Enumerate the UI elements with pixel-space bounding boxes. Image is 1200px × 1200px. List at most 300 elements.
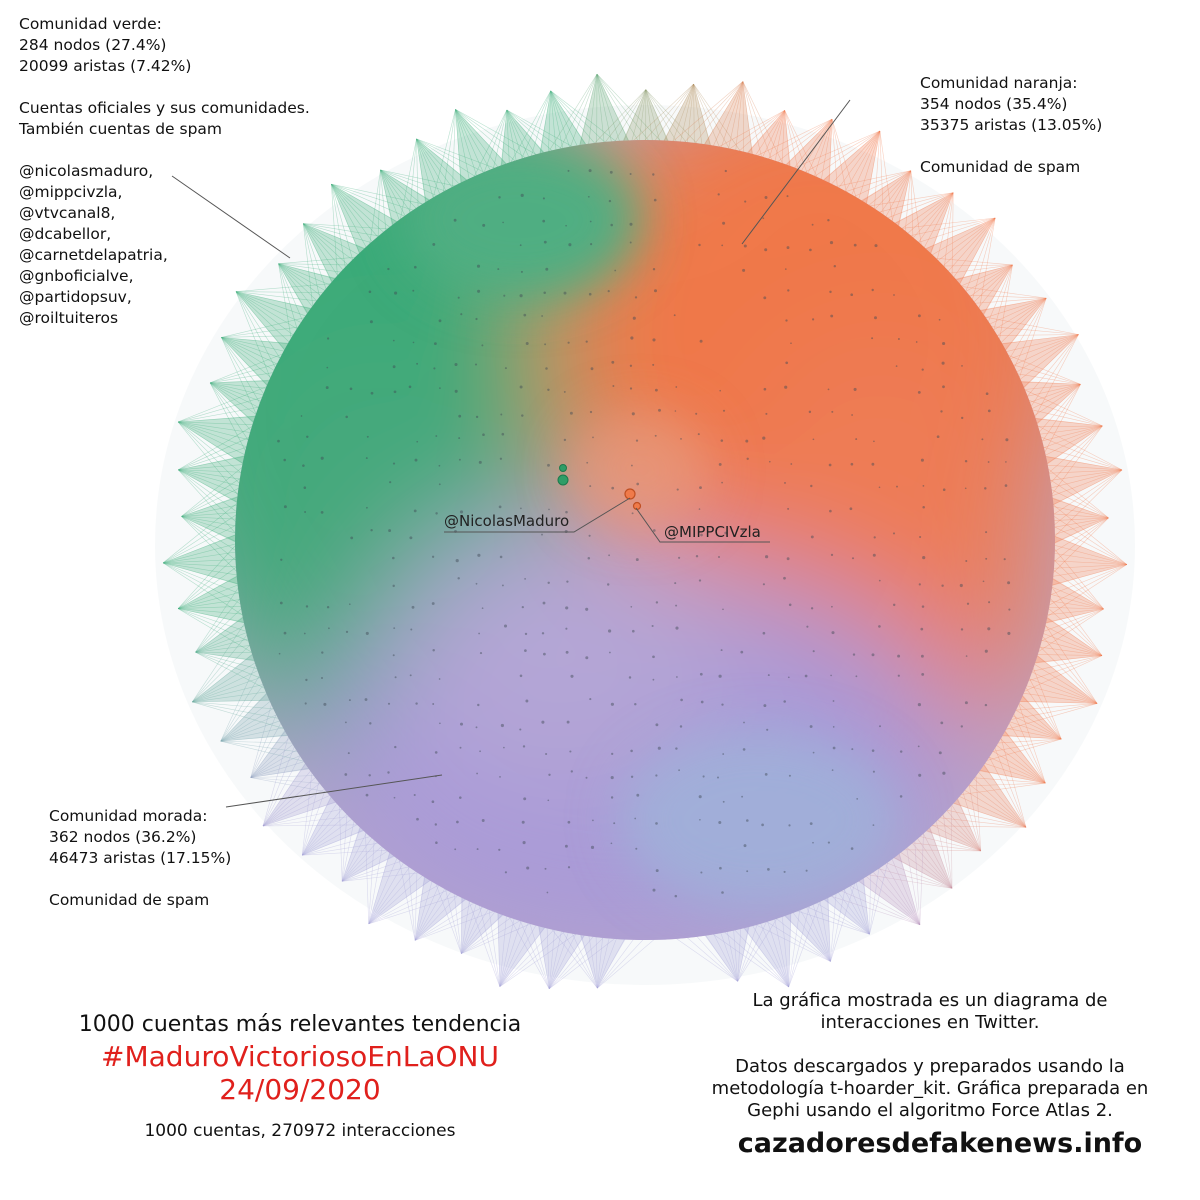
node-dot: [985, 650, 988, 653]
node-dot: [922, 556, 925, 559]
node-dot: [631, 776, 633, 778]
node-dot: [284, 505, 287, 508]
node-dot: [937, 435, 940, 438]
node-dot: [986, 392, 989, 395]
node-dot: [763, 704, 766, 707]
node-dot: [701, 701, 704, 704]
node-dot: [652, 173, 654, 175]
node-dot: [366, 457, 368, 459]
node-dot: [370, 320, 373, 323]
node-dot: [392, 585, 394, 587]
node-dot: [520, 508, 522, 510]
node-dot: [611, 842, 613, 844]
node-dot: [459, 796, 462, 799]
node-dot: [479, 750, 481, 752]
node-dot: [922, 506, 925, 509]
node-dot: [476, 726, 478, 728]
node-dot: [851, 847, 854, 850]
node-dot: [851, 414, 853, 416]
node-dot: [630, 336, 633, 339]
node-dot: [629, 223, 632, 226]
node-dot: [783, 700, 786, 703]
node-dot: [811, 535, 814, 538]
green-account: @dcabellor,: [19, 225, 112, 243]
node-dot: [984, 487, 986, 489]
node-dot: [833, 700, 835, 702]
node-dot: [570, 412, 573, 415]
purple-nodes: 362 nodos (36.2%): [49, 828, 197, 846]
node-dot: [721, 649, 723, 651]
node-dot: [585, 608, 588, 611]
node-dot: [611, 361, 614, 364]
node-dot: [413, 342, 415, 344]
node-dot: [635, 296, 637, 298]
node-dot: [811, 607, 813, 609]
node-dot: [831, 554, 833, 556]
node-dot: [283, 459, 286, 462]
node-dot: [326, 367, 328, 369]
node-dot: [432, 602, 435, 605]
node-dot: [719, 390, 721, 392]
node-dot: [345, 721, 347, 723]
node-dot: [387, 268, 389, 270]
node-dot: [939, 751, 942, 754]
node-dot: [787, 557, 790, 560]
annotation-green-community: [19, 14, 310, 329]
node-dot: [652, 364, 654, 366]
site-url: cazadoresdefakenews.info: [737, 1128, 1143, 1159]
node-dot: [918, 746, 920, 748]
node-dot: [568, 821, 571, 824]
node-dot: [460, 723, 463, 726]
node-dot: [439, 483, 441, 485]
node-dot: [654, 289, 657, 292]
node-dot: [545, 268, 548, 271]
node-dot: [700, 673, 703, 676]
node-dot: [988, 601, 990, 603]
node-dot: [393, 340, 395, 342]
node-dot: [500, 458, 502, 460]
node-dot: [743, 722, 745, 724]
node-dot: [564, 439, 566, 441]
node-dot: [548, 582, 550, 584]
node-dot: [525, 700, 528, 703]
node-dot: [988, 461, 990, 463]
node-dot: [742, 269, 745, 272]
node-dot: [855, 675, 857, 677]
node-dot: [565, 606, 568, 609]
node-dot: [348, 752, 350, 754]
node-dot: [636, 483, 639, 486]
node-dot: [350, 537, 353, 540]
node-dot: [630, 242, 632, 244]
node-dot: [520, 244, 522, 246]
node-dot: [900, 795, 903, 798]
node-dot: [542, 632, 544, 634]
node-dot: [921, 459, 924, 462]
node-dot: [762, 217, 764, 219]
node-dot: [787, 195, 789, 197]
node-dot: [942, 342, 945, 345]
node-dot: [416, 818, 419, 821]
node-dot: [571, 770, 573, 772]
purple-edges: 46473 aristas (17.15%): [49, 849, 232, 867]
node-dot: [855, 438, 857, 440]
node-dot: [920, 628, 923, 631]
node-dot: [305, 702, 307, 704]
node-dot: [898, 675, 900, 677]
node-dot: [788, 824, 790, 826]
node-dot: [634, 818, 636, 820]
green-account: @gnboficialve,: [19, 267, 134, 285]
node-dot: [763, 296, 766, 299]
node-dot: [590, 243, 592, 245]
node-dot: [610, 224, 613, 227]
node-dot: [412, 606, 415, 609]
node-green-2: [558, 475, 568, 485]
node-dot: [504, 624, 507, 627]
node-dot: [744, 244, 747, 247]
node-dot: [521, 414, 523, 416]
node-dot: [458, 297, 460, 299]
explanation-line5: Gephi usando el algoritmo Force Atlas 2.: [747, 1100, 1113, 1121]
node-dot: [768, 674, 770, 676]
node-dot: [966, 655, 968, 657]
node-dot: [896, 365, 898, 367]
node-dot: [523, 314, 526, 317]
green-edges: 20099 aristas (7.42%): [19, 57, 192, 75]
node-dot: [371, 392, 374, 395]
node-dot: [366, 794, 369, 797]
node-dot: [721, 482, 723, 484]
node-dot: [741, 796, 743, 798]
node-dot: [434, 342, 437, 345]
node-dot: [874, 316, 877, 319]
node-dot: [871, 337, 873, 339]
node-dot: [503, 295, 505, 297]
node-dot: [279, 653, 281, 655]
node-dot: [566, 651, 569, 654]
node-dot: [830, 675, 832, 677]
node-dot: [719, 675, 722, 678]
node-dot: [611, 487, 614, 490]
node-dot: [589, 293, 592, 296]
node-dot: [879, 487, 881, 489]
node-dot: [565, 845, 568, 848]
node-dot: [586, 462, 588, 464]
node-dot: [893, 604, 895, 606]
node-dot: [879, 725, 881, 727]
node-dot: [522, 606, 524, 608]
orange-nodes: 354 nodos (35.4%): [920, 95, 1068, 113]
node-dot: [482, 819, 485, 822]
node-dot: [850, 293, 853, 296]
node-dot: [988, 410, 991, 413]
node-dot: [432, 649, 434, 651]
node-dot: [813, 438, 815, 440]
node-dot: [723, 801, 725, 803]
node-dot: [787, 289, 789, 291]
orange-title: Comunidad naranja:: [920, 74, 1078, 92]
node-dot: [854, 244, 857, 247]
node-dot: [699, 579, 701, 581]
node-dot: [919, 583, 921, 585]
explanation-block: [660, 990, 1200, 1122]
node-dot: [304, 511, 306, 513]
node-dot: [502, 433, 505, 436]
node-dot: [983, 580, 985, 582]
node-dot: [611, 796, 613, 798]
node-dot: [675, 627, 678, 630]
node-dot: [898, 338, 900, 340]
node-dot: [284, 632, 287, 635]
green-description-1: Cuentas oficiales y sus comunidades.: [19, 99, 310, 117]
node-dot: [675, 895, 678, 898]
node-dot: [505, 871, 507, 873]
node-dot: [439, 678, 441, 680]
node-dot: [611, 753, 613, 755]
orange-edges: 35375 aristas (13.05%): [920, 116, 1103, 134]
node-dot: [636, 558, 639, 561]
node-dot: [568, 170, 570, 172]
node-dot: [675, 386, 677, 388]
node-dot: [410, 629, 412, 631]
node-dot: [629, 676, 631, 678]
node-dot: [922, 605, 925, 608]
node-dot: [393, 654, 395, 656]
node-dot: [678, 557, 680, 559]
node-nicolasmaduro: [625, 489, 635, 499]
node-dot: [588, 557, 591, 560]
node-dot: [698, 244, 700, 246]
node-dot: [521, 271, 523, 273]
node-dot: [1008, 609, 1010, 611]
node-dot: [545, 753, 547, 755]
node-dot: [788, 676, 790, 678]
node-dot: [321, 651, 323, 653]
node-dot: [652, 655, 655, 658]
node-dot: [879, 580, 881, 582]
purple-description: Comunidad de spam: [49, 891, 210, 909]
node-dot: [460, 313, 462, 315]
node-dot: [790, 463, 792, 465]
node-dot: [812, 842, 814, 844]
node-dot: [502, 222, 504, 224]
node-dot: [900, 750, 902, 752]
node-dot: [725, 170, 727, 172]
node-dot: [918, 314, 921, 317]
node-dot: [306, 436, 308, 438]
node-dot: [785, 268, 787, 270]
green-account: @vtvcanal8,: [19, 204, 116, 222]
node-dot: [658, 409, 661, 412]
node-dot: [809, 411, 811, 413]
node-dot: [435, 841, 438, 844]
node-dot: [326, 386, 329, 389]
node-dot: [632, 512, 634, 514]
node-dot: [592, 820, 594, 822]
green-account: @roiltuiteros: [19, 309, 119, 327]
node-green-1: [560, 465, 567, 472]
node-dot: [942, 772, 945, 775]
node-dot: [304, 633, 306, 635]
node-dot: [896, 486, 898, 488]
node-dot: [1005, 484, 1008, 487]
node-dot: [789, 604, 792, 607]
node-dot: [653, 268, 655, 270]
headline-date: 24/09/2020: [219, 1073, 381, 1106]
node-dot: [740, 651, 743, 654]
explanation-line4: metodología t-hoarder_kit. Gráfica preparada en: [711, 1078, 1149, 1099]
node-dot: [589, 535, 591, 537]
node-dot: [785, 319, 787, 321]
node-dot: [942, 385, 945, 388]
node-dot: [810, 485, 812, 487]
node-dot: [477, 848, 479, 850]
node-dot: [939, 319, 941, 321]
node-dot: [608, 290, 610, 292]
explanation-line1: La gráfica mostrada es un diagrama de: [752, 990, 1108, 1011]
node-dot: [830, 315, 833, 318]
node-dot: [543, 602, 546, 605]
node-dot: [567, 721, 570, 724]
node-dot: [476, 583, 478, 585]
node-dot: [652, 625, 654, 627]
node-dot: [630, 365, 632, 367]
node-dot: [589, 485, 591, 487]
node-dot: [611, 703, 614, 706]
node-dot: [480, 652, 482, 654]
node-dot: [475, 363, 477, 365]
node-dot: [497, 268, 499, 270]
node-dot: [829, 291, 831, 293]
node-dot: [498, 849, 500, 851]
node-dot: [454, 848, 456, 850]
node-dot: [523, 841, 526, 844]
node-dot: [456, 821, 459, 824]
headline-hashtag: #MaduroVictoriosoEnLaONU: [101, 1040, 499, 1073]
node-dot: [674, 582, 676, 584]
node-dot: [1007, 632, 1010, 635]
node-dot: [548, 509, 550, 511]
node-dot: [481, 344, 483, 346]
node-dot: [544, 343, 546, 345]
node-dot: [722, 753, 724, 755]
node-dot: [547, 389, 549, 391]
node-dot: [345, 416, 348, 419]
node-dot: [656, 869, 659, 872]
node-dot: [763, 583, 765, 585]
node-dot: [395, 676, 397, 678]
node-dot: [696, 555, 698, 557]
node-dot: [834, 265, 836, 267]
node-dot: [541, 721, 544, 724]
node-dot: [482, 433, 485, 436]
node-dot: [328, 627, 330, 629]
node-dot: [388, 529, 391, 532]
node-dot: [960, 584, 963, 587]
node-dot: [590, 221, 592, 223]
node-dot: [809, 249, 812, 252]
node-dot: [813, 752, 815, 754]
node-dot: [522, 821, 525, 824]
node-dot: [680, 699, 683, 702]
node-dot: [680, 438, 682, 440]
node-dot: [545, 868, 547, 870]
node-dot: [893, 294, 895, 296]
node-dot: [675, 605, 677, 607]
label-nicolasmaduro: @NicolasMaduro: [444, 512, 570, 530]
node-dot: [965, 460, 967, 462]
node-dot: [607, 583, 609, 585]
node-dot: [767, 868, 770, 871]
node-dot: [653, 529, 656, 532]
label-mippcivzla: @MIPPCIVzla: [664, 523, 761, 541]
node-dot: [350, 387, 353, 390]
node-dot: [872, 749, 875, 752]
node-dot: [765, 555, 768, 558]
headline-footer: 1000 cuentas, 270972 interacciones: [144, 1121, 456, 1141]
node-dot: [614, 270, 616, 272]
green-description-2: También cuentas de spam: [19, 120, 223, 138]
node-dot: [439, 722, 441, 724]
node-dot: [873, 440, 875, 442]
node-dot: [547, 464, 550, 467]
node-dot: [455, 390, 458, 393]
node-dot: [327, 337, 329, 339]
node-dot: [482, 224, 485, 227]
node-dot: [856, 798, 858, 800]
node-dot: [827, 219, 829, 221]
node-dot: [346, 631, 348, 633]
node-dot: [831, 631, 834, 634]
node-dot: [323, 703, 326, 706]
node-dot: [655, 723, 658, 726]
node-dot: [784, 871, 786, 873]
green-account: @partidopsuv,: [19, 288, 132, 306]
node-dot: [677, 489, 679, 491]
node-dot: [321, 677, 323, 679]
node-dot: [784, 482, 786, 484]
node-dot: [675, 747, 677, 749]
node-dot: [1005, 438, 1008, 441]
node-dot: [831, 606, 833, 608]
node-dot: [520, 294, 523, 297]
node-dot: [961, 417, 963, 419]
node-dot: [458, 437, 460, 439]
node-dot: [568, 342, 570, 344]
node-dot: [394, 390, 397, 393]
node-dot: [435, 512, 437, 514]
node-dot: [613, 822, 615, 824]
node-dot: [526, 342, 529, 345]
node-dot: [700, 340, 703, 343]
headline-block: [0, 1010, 600, 1142]
node-dot: [545, 367, 548, 370]
node-dot: [609, 200, 611, 202]
node-dot: [591, 367, 594, 370]
node-dot: [608, 629, 611, 632]
node-dot: [703, 775, 705, 777]
node-dot: [634, 703, 636, 705]
node-dot: [304, 486, 307, 489]
node-dot: [454, 363, 457, 366]
node-dot: [721, 439, 724, 442]
node-dot: [746, 819, 749, 822]
node-dot: [499, 776, 501, 778]
green-account: @nicolasmaduro,: [19, 162, 154, 180]
node-dot: [923, 485, 925, 487]
